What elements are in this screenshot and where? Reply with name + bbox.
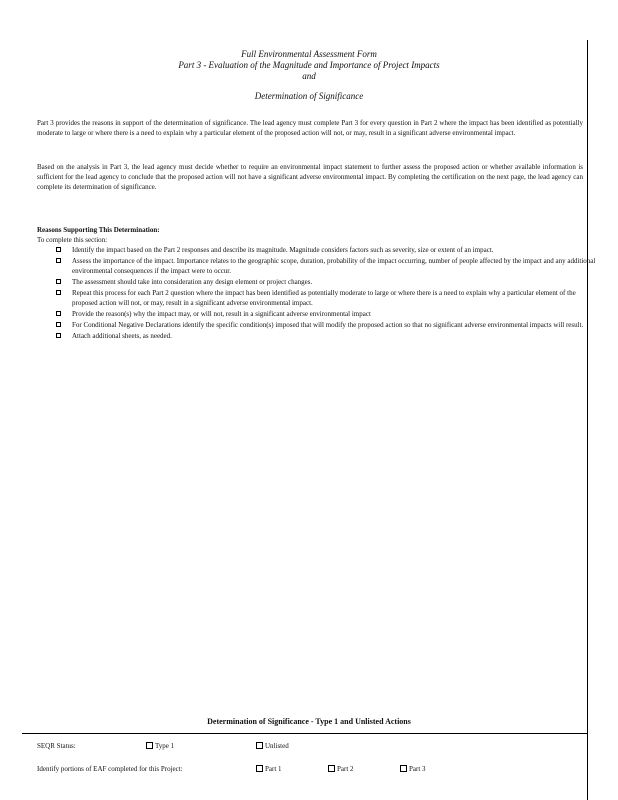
checkbox-icon[interactable] [328,765,335,772]
seqr-unlisted-checkbox[interactable] [256,741,289,751]
determination-heading: Determination of Significance - Type 1 and Unlisted Actions [207,717,411,726]
seqr-type1-checkbox[interactable] [146,741,174,751]
list-item [56,309,596,319]
reasons-heading: Reasons Supporting This Determination: [37,226,160,234]
right-margin-rule [587,40,588,800]
checkbox-icon[interactable] [256,765,263,772]
seqr-status-label: SEQR Status: [37,742,76,750]
step-text: Assess the importance of the impact. Importance relates to the geographic scope, duration, probability of the impact occurring, number of people affected by the impact and any additional environmental consequences if the impact were to occur. [72,257,596,275]
step-text: Attach additional sheets, as needed. [72,332,172,340]
checkbox-icon[interactable] [256,742,263,749]
form-subtitle: Part 3 - Evaluation of the Magnitude and Importance of Project Impacts [178,60,440,70]
form-title: Full Environmental Assessment Form [241,49,377,59]
checkbox-icon[interactable] [146,742,153,749]
checkbox-label: Part 1 [265,765,282,773]
checkbox-bullet-icon [56,322,61,327]
eaf-portions-label: Identify portions of EAF completed for this Project: [37,765,183,773]
list-item [56,331,596,341]
checkbox-bullet-icon [56,279,61,284]
reasons-steps-list [56,245,596,342]
checkbox-label: Part 3 [409,765,426,773]
step-text: For Conditional Negative Declarations identify the specific condition(s) imposed that will modify the proposed action so that no significant adverse environmental impacts will result. [72,321,584,329]
determination-divider [22,733,587,734]
step-text: Repeat this process for each Part 2 question where the impact has been identified as potentially moderate to large or where there is a need to explain why a particular element of the proposed action will not, or may, result in a significant adverse environmental impact. [72,289,576,307]
list-item [56,320,596,330]
checkbox-bullet-icon [56,333,61,338]
step-text: Provide the reason(s) why the impact may, or will not, result in a significant adverse environmental impact [72,310,371,318]
checkbox-label: Type 1 [155,742,175,750]
eaf-part3-checkbox[interactable] [400,764,426,774]
list-item [56,277,596,287]
list-item [56,256,596,276]
eaf-part2-checkbox[interactable] [328,764,354,774]
step-text: The assessment should take into consideration any design element or project changes. [72,278,313,286]
step-text: Identify the impact based on the Part 2 responses and describe its magnitude. Magnitude considers factors such as severity, size or extent of an impact. [72,246,494,254]
checkbox-bullet-icon [56,311,61,316]
form-subtitle-conjunction: and [302,71,316,81]
checkbox-icon[interactable] [400,765,407,772]
checkbox-bullet-icon [56,258,61,263]
checkbox-bullet-icon [56,290,61,295]
intro-paragraph-1: Part 3 provides the reasons in support of the determination of significance. The lead agency must complete Part 3 for every question in Part 2 where the impact has been identified as potentially moderate to large or where there is a need to explain why a particular element of the proposed action will not, or may, result in a significant adverse environmental impact. [37,119,583,137]
checkbox-bullet-icon [56,247,61,252]
checkbox-label: Part 2 [337,765,354,773]
list-item [56,288,596,308]
eaf-part1-checkbox[interactable] [256,764,282,774]
checkbox-label: Unlisted [265,742,289,750]
form-subtitle-determination: Determination of Significance [254,91,364,101]
list-item [56,245,596,255]
reasons-intro: To complete this section: [37,236,108,244]
intro-paragraph-2: Based on the analysis in Part 3, the lead agency must decide whether to require an environmental impact statement to further assess the proposed action or whether available information is sufficient for the lead agency to conclude that the proposed action will not have a significant adverse environmental impact. By completing the certification on the next page, the lead agency can complete its determination of significance. [37,163,583,191]
